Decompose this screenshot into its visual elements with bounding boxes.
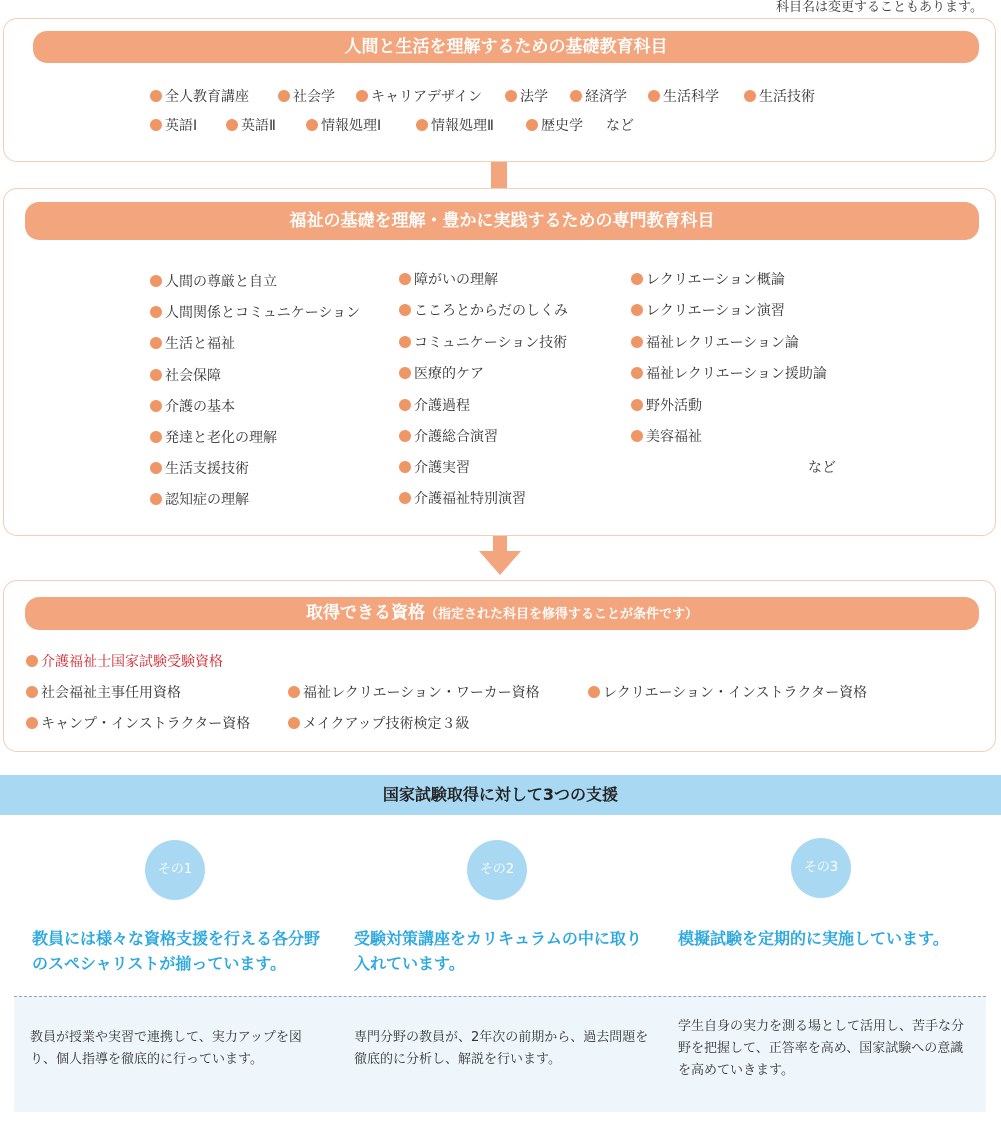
- subject-item: 生活支援技術: [150, 458, 249, 478]
- qualification-item: レクリエーション・インストラクター資格: [588, 682, 867, 702]
- subject-item: 野外活動: [631, 395, 702, 415]
- qualifications-title-text: 取得できる資格: [305, 603, 425, 623]
- highlight-qualification: 介護福祉士国家試験受験資格: [26, 651, 223, 671]
- support-badge-1: その1: [145, 840, 205, 900]
- dashed-divider: [14, 996, 986, 997]
- subject-item: 介護過程: [399, 395, 470, 415]
- subject-item: 英語Ⅱ: [226, 115, 276, 135]
- subject-item: 人間関係とコミュニケーション: [150, 302, 360, 322]
- subject-item: 美容福祉: [631, 426, 702, 446]
- qualification-item: メイクアップ技術検定３級: [288, 713, 469, 733]
- subject-item: 介護総合演習: [399, 426, 498, 446]
- support-title: 国家試験取得に対して3つの支援: [0, 775, 1001, 815]
- support-desc-2: 専門分野の教員が、2年次の前期から、過去問題を徹底的に分析し、解説を行います。: [354, 1030, 649, 1067]
- qualification-item: 社会福祉主事任用資格: [26, 682, 181, 702]
- support-badge-2: その2: [467, 840, 527, 900]
- support-heading-1: 教員には様々な資格支援を行える各分野のスペシャリストが揃っています。: [32, 929, 321, 973]
- subject-item: 英語Ⅰ: [150, 115, 197, 135]
- qualification-item: キャンプ・インストラクター資格: [26, 713, 250, 733]
- etc-label: など: [808, 460, 836, 476]
- subject-item: 社会学: [278, 86, 335, 106]
- subject-item: レクリエーション演習: [631, 300, 785, 320]
- subject-item: 生活科学: [648, 86, 719, 106]
- subject-item: 社会保障: [150, 365, 221, 385]
- subject-item: キャリアデザイン: [356, 86, 482, 106]
- subject-item: 介護福祉特別演習: [399, 488, 526, 508]
- specialized-subjects-box: [3, 188, 996, 536]
- subject-item: レクリエーション概論: [631, 269, 785, 289]
- support-desc-1: 教員が授業や実習で連携して、実力アップを図り、個人指導を徹底的に行っています。: [30, 1030, 302, 1067]
- qualifications-subtitle: （指定された科目を修得することが条件です）: [424, 607, 698, 622]
- support-desc-3: 学生自身の実力を測る場として活用し、苦手な分野を把握して、正答率を高め、国家試験への意識を高めていきます。: [678, 1019, 965, 1078]
- subject-item: コミュニケーション技術: [399, 332, 567, 352]
- subject-item: 医療的ケア: [399, 363, 484, 383]
- support-badge-3: その3: [791, 838, 851, 898]
- subject-item: 生活技術: [744, 86, 815, 106]
- subject-item: 福祉レクリエーション論: [631, 332, 799, 352]
- subject-item: 歴史学: [526, 115, 583, 135]
- section-connector: [491, 162, 507, 188]
- qualifications-title: [25, 597, 979, 630]
- qualification-item: 福祉レクリエーション・ワーカー資格: [288, 682, 540, 702]
- support-heading-2: 受験対策講座をカリキュラムの中に取り入れています。: [354, 929, 642, 973]
- basic-subjects-title: 人間と生活を理解するための基礎教育科目: [33, 31, 979, 63]
- subject-item: 人間の尊厳と自立: [150, 271, 277, 291]
- arrow-down-icon: [493, 536, 507, 552]
- disclaimer-note: 科目名は変更することもあります。: [776, 0, 983, 15]
- subject-item: 介護実習: [399, 457, 470, 477]
- subject-item: 情報処理Ⅰ: [306, 115, 381, 135]
- subject-item: 法学: [505, 86, 548, 106]
- etc-label: など: [606, 118, 634, 134]
- subject-item: こころとからだのしくみ: [399, 300, 568, 320]
- specialized-subjects-title: 福祉の基礎を理解・豊かに実践するための専門教育科目: [25, 202, 979, 240]
- arrow-down-icon: [479, 551, 521, 575]
- subject-item: 全人教育講座: [150, 86, 249, 106]
- subject-item: 経済学: [570, 86, 627, 106]
- subject-item: 介護の基本: [150, 396, 235, 416]
- subject-item: 生活と福祉: [150, 333, 235, 353]
- subject-item: 福祉レクリエーション援助論: [631, 363, 827, 383]
- subject-item: 情報処理Ⅱ: [416, 115, 494, 135]
- subject-item: 障がいの理解: [399, 269, 498, 289]
- support-heading-3: 模擬試験を定期的に実施しています。: [678, 929, 949, 948]
- subject-item: 認知症の理解: [150, 489, 249, 509]
- subject-item: 発達と老化の理解: [150, 427, 277, 447]
